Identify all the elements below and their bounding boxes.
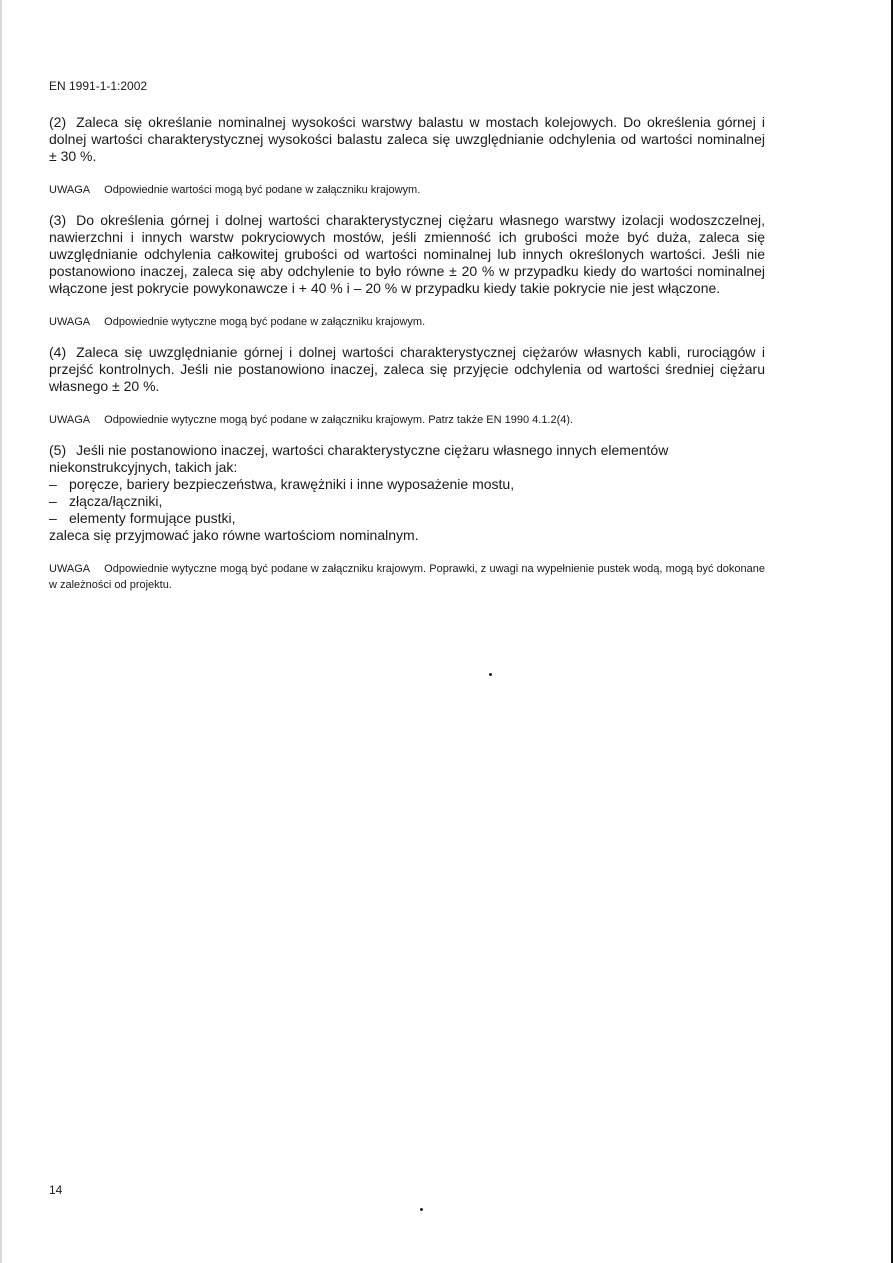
note-tag: UWAGA: [49, 414, 91, 426]
note-tag: UWAGA: [49, 316, 91, 328]
page-number: 14: [49, 1183, 63, 1197]
scan-speck: [489, 673, 492, 676]
note-text: Odpowiednie wytyczne mogą być podane w załączniku krajowym. Patrz także EN 1990 4.1.2(4).: [104, 414, 574, 426]
note-5: [49, 561, 765, 593]
list-item: [49, 493, 765, 510]
list-dash: –: [49, 476, 57, 492]
list-dash: –: [49, 510, 57, 526]
document-id: EN 1991-1-1:2002: [49, 79, 148, 93]
list-item: [49, 476, 765, 493]
clause-number: (5): [49, 442, 67, 458]
note-tag: UWAGA: [49, 184, 91, 196]
note-2: [49, 182, 765, 198]
scan-edge-left: [0, 0, 2, 1263]
clause-text: Zaleca się określanie nominalnej wysokości warstwy balastu w mostach kolejowych. Do określenia górnej i dolnej wartości charakterystycznej wysokości balastu zaleca się uwzględnianie odchylenia od wartości nominalnej ± 30 %.: [49, 114, 765, 164]
clause-5: [49, 442, 765, 476]
list-item-text: poręcze, bariery bezpieczeństwa, krawężniki i inne wyposażenie mostu,: [69, 476, 515, 492]
scan-speck: [420, 1208, 423, 1211]
element-list: [49, 476, 765, 527]
note-tag: UWAGA: [49, 563, 91, 575]
clause-2: [49, 114, 765, 165]
note-text: Odpowiednie wartości mogą być podane w załączniku krajowym.: [104, 184, 421, 196]
clause-number: (4): [49, 344, 67, 360]
document-body: [49, 114, 765, 593]
clause-3: [49, 212, 765, 297]
note-4: [49, 412, 765, 428]
list-dash: –: [49, 493, 57, 509]
clause-outro: zaleca się przyjmować jako równe wartościom nominalnym.: [49, 527, 419, 543]
clause-number: (3): [49, 212, 67, 228]
clause-4: [49, 344, 765, 395]
list-item-text: złącza/łączniki,: [69, 493, 163, 509]
list-item-text: elementy formujące pustki,: [69, 510, 236, 526]
clause-number: (2): [49, 114, 67, 130]
note-text: Odpowiednie wytyczne mogą być podane w załączniku krajowym.: [104, 316, 426, 328]
clause-text: Do określenia górnej i dolnej wartości charakterystycznej ciężaru własnego warstwy izolacji wodoszczelnej, nawierzchni i innych warstw pokryciowych mostów, jeśli zmienność ich grubości może być duża, zaleca się uwzględnianie odchylenia całkowitej grubości od wartości nominalnej lub innych określonych wartości. Jeśli nie postanowiono inaczej, zaleca się aby odchylenie to było równe ± 20 % w przypadku kiedy do wartości nominalnej włączone jest pokrycie powykonawcze i + 40 % i – 20 % w przypadku kiedy takie pokrycie nie jest włączone.: [49, 212, 765, 296]
clause-text: Zaleca się uwzględnianie górnej i dolnej wartości charakterystycznej ciężarów własnych kabli, rurociągów i przejść kontrolnych. Jeśli nie postanowiono inaczej, zaleca się przyjęcie odchylenia od wartości średniej ciężaru własnego ± 20 %.: [49, 344, 765, 394]
list-item: [49, 510, 765, 527]
clause-intro: Jeśli nie postanowiono inaczej, wartości charakterystyczne ciężaru własnego innych elementów niekonstrukcyjnych, takich jak:: [49, 442, 669, 475]
note-3: [49, 314, 765, 330]
note-text: Odpowiednie wytyczne mogą być podane w załączniku krajowym. Poprawki, z uwagi na wypełnienie pustek wodą, mogą być dokonane w zależności od projektu.: [49, 563, 765, 591]
